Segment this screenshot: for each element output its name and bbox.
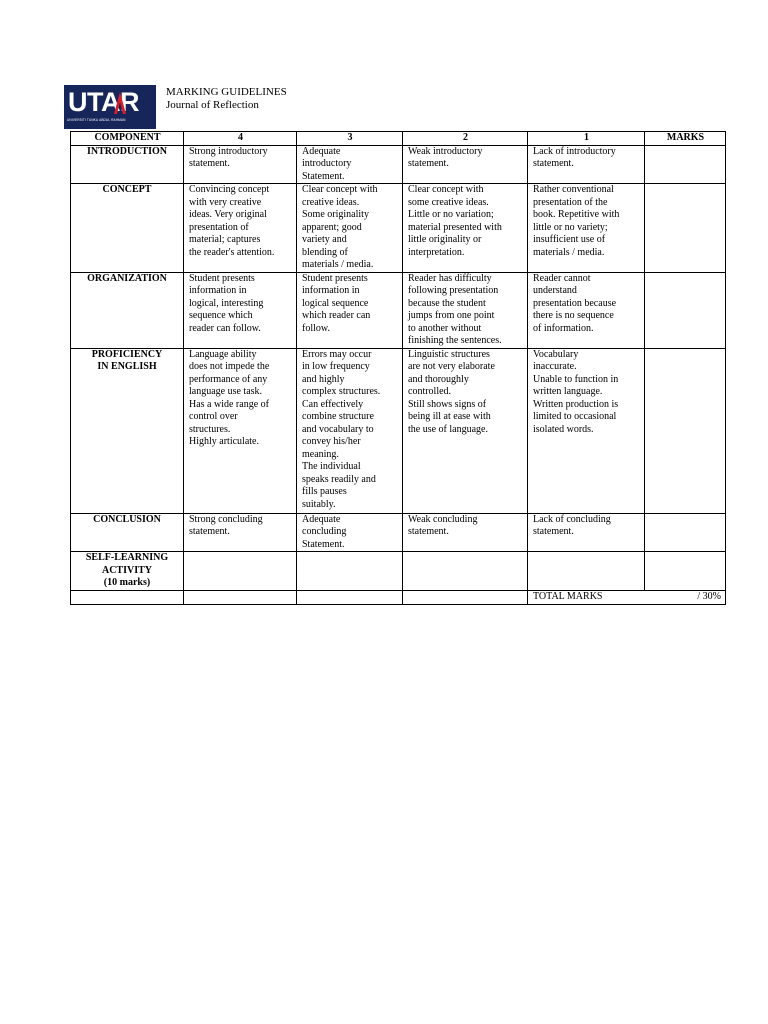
component-label: INTRODUCTION (71, 145, 184, 184)
component-label: SELF-LEARNING ACTIVITY (10 marks) (71, 552, 184, 591)
table-row-total (71, 591, 726, 605)
criteria-cell (297, 552, 403, 591)
table-row-self-learning (71, 552, 726, 591)
criteria-cell: Weak concluding statement. (403, 513, 528, 552)
criteria-cell: Clear concept with creative ideas. Some originality apparent; good variety and blending of materials / media. (297, 184, 403, 273)
criteria-cell (528, 552, 645, 591)
header-score-4: 4 (184, 132, 297, 146)
empty-cell (297, 591, 403, 605)
table-row-organization (71, 272, 726, 348)
document-titles (166, 86, 287, 112)
component-label: CONCLUSION (71, 513, 184, 552)
criteria-cell: Strong introductory statement. (184, 145, 297, 184)
logo-subtext: UNIVERSITI TUNKU ABDUL RAHMAN (67, 118, 126, 122)
marking-rubric-table (70, 131, 726, 605)
criteria-cell (403, 552, 528, 591)
marks-cell (645, 552, 726, 591)
criteria-cell: Language ability does not impede the performance of any language use task. Has a wide range of control over structures. Highly articulate. (184, 348, 297, 513)
marks-cell (645, 348, 726, 513)
criteria-cell: Convincing concept with very creative ideas. Very original presentation of material; captures the reader's attention. (184, 184, 297, 273)
marks-cell (645, 513, 726, 552)
document-title: MARKING GUIDELINES (166, 86, 287, 98)
header-marks: MARKS (645, 132, 726, 146)
component-label: CONCEPT (71, 184, 184, 273)
empty-cell (403, 591, 528, 605)
criteria-cell: Adequate introductory Statement. (297, 145, 403, 184)
table-row-conclusion (71, 513, 726, 552)
empty-cell (184, 591, 297, 605)
marks-cell (645, 272, 726, 348)
criteria-cell: Lack of concluding statement. (528, 513, 645, 552)
table-row-concept (71, 184, 726, 273)
marks-cell (645, 184, 726, 273)
criteria-cell: Reader has difficulty following presentation because the student jumps from one point to another without finishing the sentences. (403, 272, 528, 348)
criteria-cell: Weak introductory statement. (403, 145, 528, 184)
component-label: PROFICIENCY IN ENGLISH (71, 348, 184, 513)
criteria-cell: Linguistic structures are not very elaborate and thoroughly controlled. Still shows signs of being ill at ease with the use of language. (403, 348, 528, 513)
logo-flame-icon (111, 90, 129, 118)
utar-logo (64, 85, 156, 129)
criteria-cell: Adequate concluding Statement. (297, 513, 403, 552)
header-score-2: 2 (403, 132, 528, 146)
header-component: COMPONENT (71, 132, 184, 146)
component-label: ORGANIZATION (71, 272, 184, 348)
logo-text: UTAR (68, 87, 139, 117)
criteria-cell: Reader cannot understand presentation because there is no sequence of information. (528, 272, 645, 348)
criteria-cell (184, 552, 297, 591)
criteria-cell: Clear concept with some creative ideas. Little or no variation; material presented with little originality or interpretation. (403, 184, 528, 273)
marks-cell (645, 145, 726, 184)
criteria-cell: Student presents information in logical sequence which reader can follow. (297, 272, 403, 348)
table-row-introduction (71, 145, 726, 184)
criteria-cell: Errors may occur in low frequency and highly complex structures. Can effectively combine structure and vocabulary to convey his/her meaning. The individual speaks readily and fills pauses suitably. (297, 348, 403, 513)
total-marks-cell (528, 591, 726, 605)
criteria-cell: Strong concluding statement. (184, 513, 297, 552)
total-marks-value: / 30% (697, 591, 721, 602)
criteria-cell: Vocabulary inaccurate. Unable to function in written language. Written production is limited to occasional isolated words. (528, 348, 645, 513)
header-score-1: 1 (528, 132, 645, 146)
document-subtitle: Journal of Reflection (166, 99, 259, 111)
criteria-cell: Rather conventional presentation of the book. Repetitive with little or no variety; insufficient use of materials / media. (528, 184, 645, 273)
header-score-3: 3 (297, 132, 403, 146)
table-row-proficiency (71, 348, 726, 513)
empty-cell (71, 591, 184, 605)
table-header-row (71, 132, 726, 146)
criteria-cell: Student presents information in logical, interesting sequence which reader can follow. (184, 272, 297, 348)
total-marks-label: TOTAL MARKS (533, 591, 603, 602)
criteria-cell: Lack of introductory statement. (528, 145, 645, 184)
